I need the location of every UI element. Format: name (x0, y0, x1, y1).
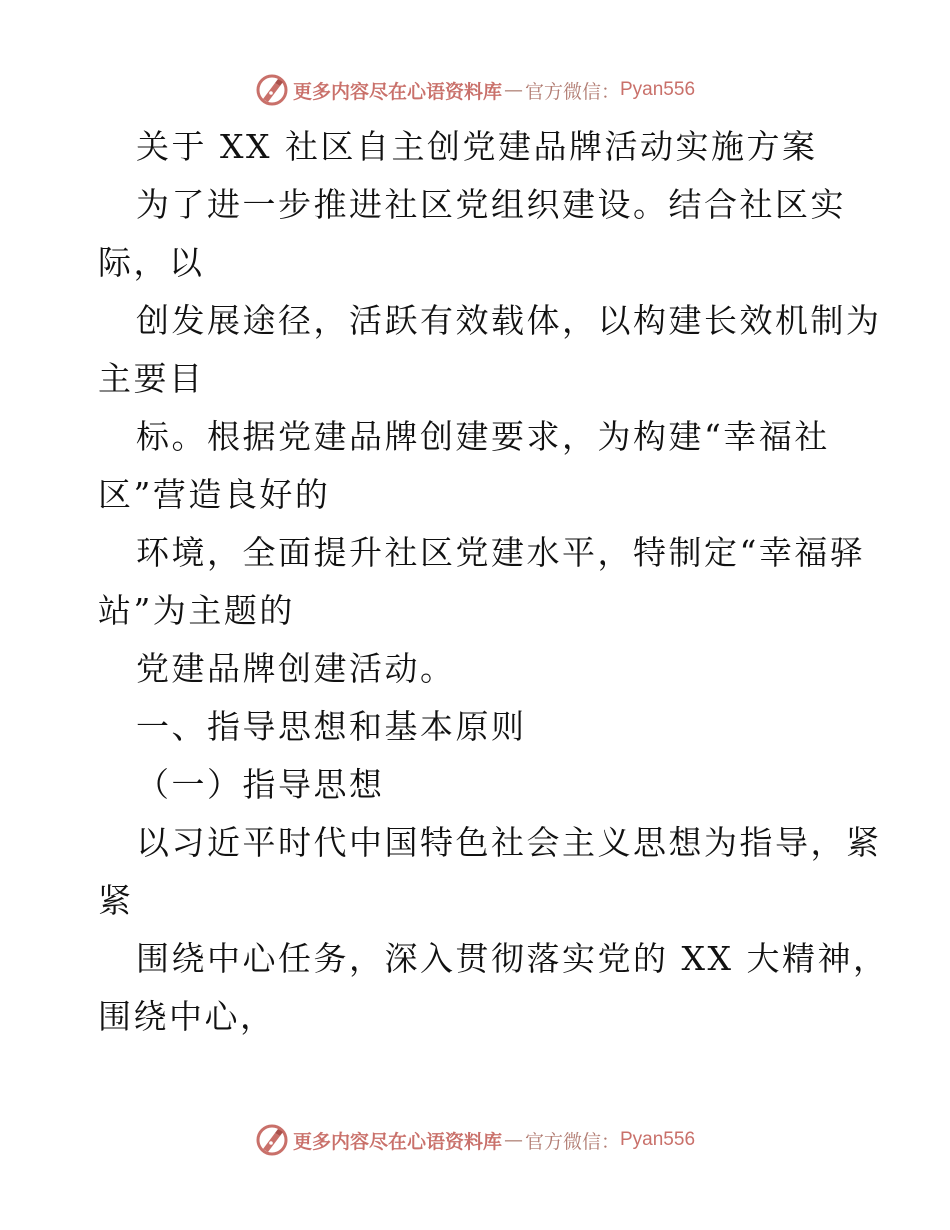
watermark-dash: — (503, 79, 523, 101)
watermark-wechat-label: 官方微信： (524, 1130, 620, 1153)
section-heading: 一、指导思想和基本原则 (136, 707, 527, 746)
pen-logo-icon (255, 73, 289, 107)
paragraph-line: 标。根据党建品牌创建要求，为构建“幸福社 (136, 417, 830, 456)
watermark-site-text: 更多内容尽在心语资料库 (292, 80, 502, 103)
paragraph-line: 际，以 (98, 243, 205, 282)
watermark-wechat-label: 官方微信： (524, 80, 620, 103)
pen-logo-icon (255, 1123, 289, 1157)
watermark-site-text: 更多内容尽在心语资料库 (292, 1130, 502, 1153)
watermark-wechat-id: Pyan556 (620, 79, 696, 100)
paragraph-line: 区”营造良好的 (98, 475, 331, 514)
watermark-dash: — (503, 1129, 523, 1151)
paragraph-line: 党建品牌创建活动。 (136, 649, 456, 688)
paragraph-line: 站”为主题的 (98, 591, 295, 630)
paragraph-line: 创发展途径，活跃有效载体，以构建长效机制为 (136, 301, 882, 340)
paragraph-line: 围绕中心， (98, 997, 276, 1036)
document-title: 关于 XX 社区自主创党建品牌活动实施方案 (136, 127, 818, 166)
paragraph-line: 环境，全面提升社区党建水平，特制定“幸福驿 (136, 533, 866, 572)
paragraph-line: 以习近平时代中国特色社会主义思想为指导，紧 (136, 823, 882, 862)
watermark-banner-bottom (0, 1120, 950, 1160)
watermark-wechat-id: Pyan556 (620, 1129, 696, 1150)
paragraph-line: 主要目 (98, 359, 205, 398)
watermark-banner-top (0, 70, 950, 110)
paragraph-line: 紧 (98, 881, 134, 920)
paragraph-line: 为了进一步推进社区党组织建设。结合社区实 (136, 185, 846, 224)
subsection-heading: （一）指导思想 (136, 765, 385, 804)
paragraph-line: 围绕中心任务，深入贯彻落实党的 XX 大精神， (136, 939, 889, 978)
